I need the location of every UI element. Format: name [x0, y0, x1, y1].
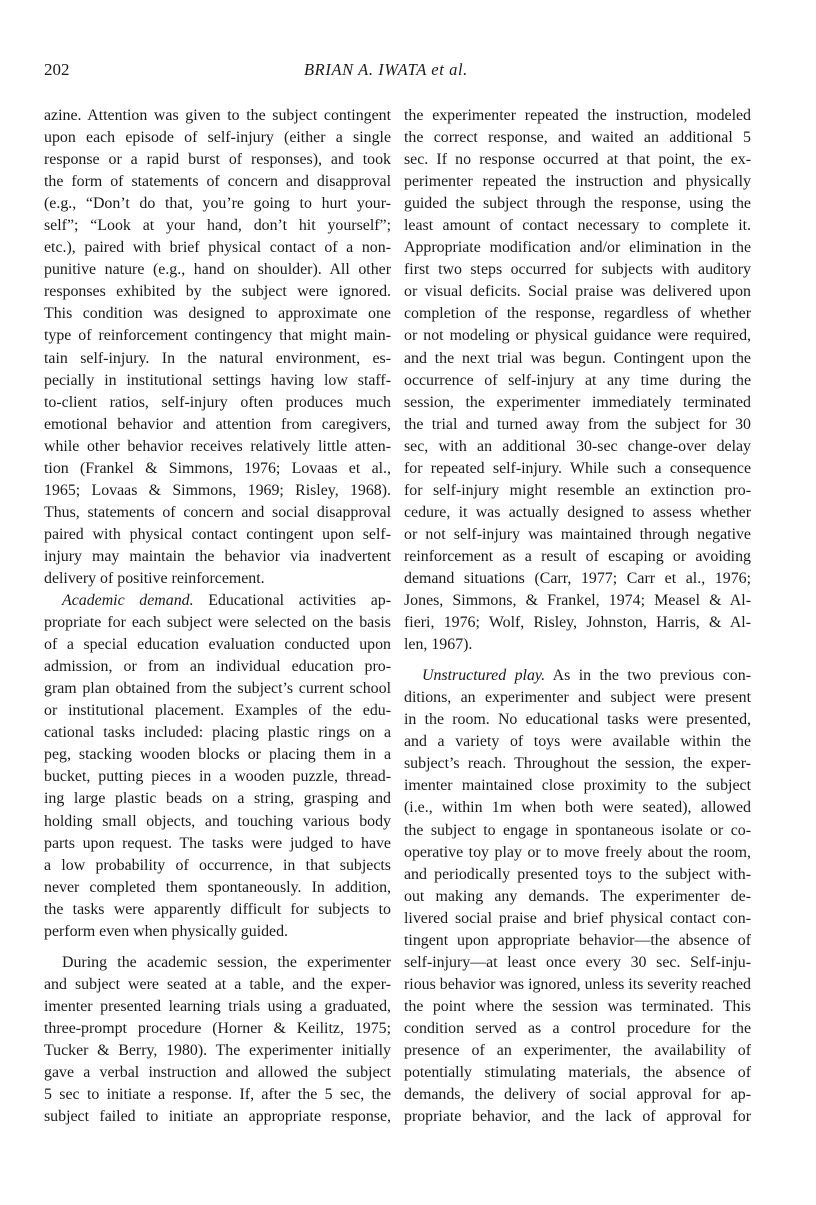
- paragraph-gap: [44, 943, 391, 952]
- line-text: occurrence of self-injury at any time during the: [404, 371, 751, 389]
- line-text: During the academic session, the experimenter: [62, 953, 391, 971]
- line-text: propriate for each subject were selected on the basis: [44, 614, 391, 632]
- line-text: Appropriate modification and/or elimination in the: [404, 239, 751, 257]
- text-line: [404, 436, 751, 458]
- text-line: [44, 259, 391, 281]
- text-line: [404, 546, 751, 568]
- line-text: and the next trial was begun. Contingent upon the: [404, 349, 751, 367]
- line-text: parts upon request. The tasks were judged to have: [44, 834, 391, 852]
- text-line: [44, 325, 391, 347]
- line-text: the experimenter repeated the instruction, modeled: [404, 107, 751, 124]
- line-text: (e.g., “Don’t do that, you’re going to hurt your-: [44, 195, 391, 213]
- line-text: completion of the response, regardless of whether: [404, 305, 751, 323]
- text-line: [404, 568, 751, 590]
- section-run-in-heading: Academic demand.: [62, 592, 194, 610]
- text-line: [404, 908, 751, 930]
- text-line: [44, 502, 391, 524]
- text-line: [44, 656, 391, 678]
- line-text: livered social praise and brief physical contact con-: [404, 909, 751, 927]
- line-text: responses exhibited by the subject were ignored.: [44, 283, 391, 301]
- line-text: tion (Frankel & Simmons, 1976; Lovaas et al.,: [44, 459, 391, 477]
- line-text: paired with physical contact contingent upon self-: [44, 525, 391, 543]
- text-line: [404, 775, 751, 797]
- text-line: [404, 886, 751, 908]
- line-text: emotional behavior and attention from caregivers,: [44, 415, 391, 433]
- line-text: or institutional placement. Examples of the edu-: [44, 702, 391, 720]
- text-line: [44, 899, 391, 921]
- line-text: gram plan obtained from the subject’s current school: [44, 680, 391, 698]
- line-text: three-prompt procedure (Horner & Keilitz, 1975;: [44, 1019, 391, 1037]
- line-text: to-client ratios, self-injury often produces much: [44, 393, 391, 411]
- line-text: imenter presented learning trials using a graduated,: [44, 997, 391, 1015]
- text-line: [404, 414, 751, 436]
- text-line: [404, 1062, 751, 1084]
- text-line: [404, 392, 751, 414]
- line-text: and a variety of toys were available within the: [404, 733, 751, 751]
- line-text: subject failed to initiate an appropriate response,: [44, 1108, 391, 1126]
- text-line: [404, 303, 751, 325]
- text-line: [44, 974, 391, 996]
- text-line: [44, 414, 391, 436]
- line-text: guided the subject through the response, using the: [404, 195, 751, 213]
- line-text: operative toy play or to move freely about the room,: [404, 843, 751, 861]
- line-text: This condition was designed to approximate one: [44, 305, 391, 323]
- line-text: the form of statements of concern and disapproval: [44, 173, 391, 191]
- text-line: [44, 370, 391, 392]
- line-text: the correct response, and waited an additional 5: [404, 129, 751, 147]
- text-line: [404, 237, 751, 259]
- line-text: or not modeling or physical guidance were required,: [404, 327, 751, 345]
- text-line: [44, 1084, 391, 1106]
- text-line: [44, 127, 391, 149]
- text-line: [44, 811, 391, 833]
- text-line: [44, 700, 391, 722]
- text-line: [404, 458, 751, 480]
- line-text: and subject were seated at a table, and the exper-: [44, 975, 391, 993]
- text-line: [44, 436, 391, 458]
- line-text: demand situations (Carr, 1977; Carr et al., 1976;: [404, 569, 751, 587]
- text-line: [404, 590, 751, 612]
- text-line: [44, 215, 391, 237]
- line-text: admission, or from an individual education pro-: [44, 658, 391, 676]
- right-text-column: [404, 105, 751, 1128]
- text-line: [44, 237, 391, 259]
- text-line: [44, 678, 391, 700]
- line-text: tain self-injury. In the natural environment, es-: [44, 349, 391, 367]
- line-text: tingent upon appropriate behavior—the absence of: [404, 931, 751, 949]
- text-line: [404, 105, 751, 127]
- line-text: type of reinforcement contingency that might main-: [44, 327, 391, 345]
- text-line: [44, 788, 391, 810]
- line-text: Thus, statements of concern and social disapproval: [44, 503, 391, 521]
- text-line: [404, 952, 751, 974]
- text-line: [44, 392, 391, 414]
- text-line: [44, 766, 391, 788]
- text-line: [44, 590, 391, 612]
- line-text: the point where the session was terminated. This: [404, 997, 751, 1015]
- text-line: [404, 1084, 751, 1106]
- line-text: As in the two previous con-: [545, 667, 751, 685]
- line-text: and periodically presented toys to the subject with-: [404, 865, 751, 883]
- text-line: [44, 833, 391, 855]
- line-text: upon each episode of self-injury (either a single: [44, 129, 391, 147]
- text-line: [44, 1018, 391, 1040]
- text-line: [44, 1106, 391, 1128]
- text-line: [404, 325, 751, 347]
- page-header: [44, 60, 774, 84]
- text-line: [404, 665, 751, 687]
- text-line: [44, 524, 391, 546]
- text-line: [404, 281, 751, 303]
- line-text: the trial and turned away from the subject for 30: [404, 415, 751, 433]
- text-line: [404, 842, 751, 864]
- line-text: ditions, an experimenter and subject were present: [404, 689, 751, 707]
- text-line: [404, 797, 751, 819]
- text-line: [44, 546, 391, 568]
- line-text: session, the experimenter immediately terminated: [404, 393, 751, 411]
- line-text: demands, the delivery of social approval for ap-: [404, 1086, 751, 1104]
- text-line: [404, 974, 751, 996]
- line-text: Tucker & Berry, 1980). The experimenter initially: [44, 1041, 391, 1059]
- line-text: first two steps occurred for subjects with auditory: [404, 261, 751, 279]
- paragraph-gap: [404, 656, 751, 665]
- line-text: subject’s reach. Throughout the session, the exper-: [404, 755, 751, 773]
- text-line: [404, 996, 751, 1018]
- text-line: [44, 612, 391, 634]
- text-line: [404, 731, 751, 753]
- text-line: [404, 370, 751, 392]
- text-line: [404, 1040, 751, 1062]
- text-line: [44, 952, 391, 974]
- text-line: [404, 193, 751, 215]
- text-line: [404, 612, 751, 634]
- text-line: [404, 687, 751, 709]
- text-line: [44, 281, 391, 303]
- line-text: in the room. No educational tasks were presented,: [404, 711, 751, 729]
- line-text: potentially stimulating materials, the absence of: [404, 1064, 751, 1082]
- text-line: [404, 1106, 751, 1128]
- text-line: [44, 722, 391, 744]
- left-text-column: [44, 105, 391, 1128]
- line-text: response or a rapid burst of responses), and took: [44, 151, 391, 169]
- section-run-in-heading: Unstructured play.: [422, 667, 546, 685]
- text-line: [44, 303, 391, 325]
- text-line: [404, 753, 751, 775]
- text-line: [44, 996, 391, 1018]
- text-line: [44, 193, 391, 215]
- line-text: never completed them spontaneously. In addition,: [44, 878, 391, 896]
- line-text: the tasks were apparently difficult for subjects to: [44, 900, 391, 918]
- line-text: out making any demands. The experimenter de-: [404, 887, 751, 905]
- text-line: [404, 127, 751, 149]
- text-line: [44, 480, 391, 502]
- line-text: reinforcement as a result of escaping or avoiding: [404, 547, 751, 565]
- line-text: condition served as a control procedure for the: [404, 1019, 751, 1037]
- text-line: [404, 480, 751, 502]
- line-text: azine. Attention was given to the subject contingent: [44, 107, 391, 124]
- line-text: self-injury—at least once every 30 sec. Self-inju-: [404, 953, 751, 971]
- line-text: a low probability of occurrence, in that subjects: [44, 856, 391, 874]
- text-line: [44, 1040, 391, 1062]
- text-line: [404, 709, 751, 731]
- line-text: etc.), paired with brief physical contact of a non-: [44, 239, 391, 257]
- text-line: [44, 855, 391, 877]
- line-text: perform even when physically guided.: [44, 922, 289, 940]
- line-text: peg, stacking wooden blocks or placing them in a: [44, 746, 391, 764]
- line-text: Jones, Simmons, & Frankel, 1974; Measel & Al-: [404, 592, 751, 610]
- line-text: perimenter repeated the instruction and physically: [404, 173, 751, 191]
- text-line: [404, 864, 751, 886]
- line-text: ing large plastic beads on a string, grasping and: [44, 790, 391, 808]
- line-text: cational tasks included: placing plastic rings on a: [44, 724, 391, 742]
- text-line: [404, 259, 751, 281]
- text-line: [44, 877, 391, 899]
- text-line: [44, 458, 391, 480]
- running-head: BRIAN A. IWATA et al.: [304, 60, 468, 79]
- line-text: sec, with an additional 30-sec change-over delay: [404, 437, 751, 455]
- line-text: or not self-injury was maintained through negative: [404, 525, 751, 543]
- text-line: [404, 524, 751, 546]
- line-text: propriate behavior, and the lack of approval for: [404, 1108, 751, 1126]
- text-line: [44, 348, 391, 370]
- line-text: for repeated self-injury. While such a consequence: [404, 459, 751, 477]
- line-text: pecially in institutional settings having low staff-: [44, 371, 391, 389]
- line-text: imenter maintained close proximity to the subject: [404, 777, 751, 795]
- line-text: gave a verbal instruction and allowed the subject: [44, 1064, 391, 1082]
- text-line: [404, 215, 751, 237]
- line-text: 1965; Lovaas & Simmons, 1969; Risley, 1968).: [44, 481, 391, 499]
- text-line: [44, 149, 391, 171]
- line-text: delivery of positive reinforcement.: [44, 569, 265, 587]
- line-text: (i.e., within 1m when both were seated), allowed: [404, 799, 751, 817]
- text-line: [404, 930, 751, 952]
- line-text: holding small objects, and touching various body: [44, 812, 391, 830]
- line-text: fieri, 1976; Wolf, Risley, Johnston, Harris, & Al-: [404, 614, 751, 632]
- text-line: [44, 568, 391, 590]
- text-line: [44, 1062, 391, 1084]
- text-line: [404, 634, 751, 656]
- line-text: self”; “Look at your hand, don’t hit yourself”;: [44, 217, 391, 235]
- text-line: [404, 820, 751, 842]
- line-text: cedure, it was actually designed to assess whether: [404, 503, 751, 521]
- line-text: 5 sec to initiate a response. If, after the 5 sec, the: [44, 1086, 391, 1104]
- text-line: [44, 634, 391, 656]
- line-text: len, 1967).: [404, 636, 473, 654]
- line-text: of a special education evaluation conducted upon: [44, 636, 391, 654]
- line-text: the subject to engage in spontaneous isolate or co-: [404, 821, 751, 839]
- text-line: [44, 105, 391, 127]
- text-line: [404, 348, 751, 370]
- line-text: presence of an experimenter, the availability of: [404, 1041, 751, 1059]
- text-line: [404, 171, 751, 193]
- text-line: [404, 149, 751, 171]
- line-text: least amount of contact necessary to complete it.: [404, 217, 751, 235]
- page-number: 202: [44, 60, 70, 79]
- line-text: bucket, putting pieces in a wooden puzzle, thread-: [44, 768, 391, 786]
- line-text: rious behavior was ignored, unless its severity reached: [404, 975, 751, 993]
- text-line: [404, 502, 751, 524]
- line-text: while other behavior receives relatively little atten-: [44, 437, 391, 455]
- line-text: or visual deficits. Social praise was delivered upon: [404, 283, 751, 301]
- text-line: [404, 1018, 751, 1040]
- line-text: Educational activities ap-: [193, 592, 391, 610]
- line-text: sec. If no response occurred at that point, the ex-: [404, 151, 751, 169]
- line-text: punitive nature (e.g., hand on shoulder). All other: [44, 261, 391, 279]
- text-line: [44, 744, 391, 766]
- text-line: [44, 921, 391, 943]
- line-text: injury may maintain the behavior via inadvertent: [44, 547, 391, 565]
- text-line: [44, 171, 391, 193]
- line-text: for self-injury might resemble an extinction pro-: [404, 481, 751, 499]
